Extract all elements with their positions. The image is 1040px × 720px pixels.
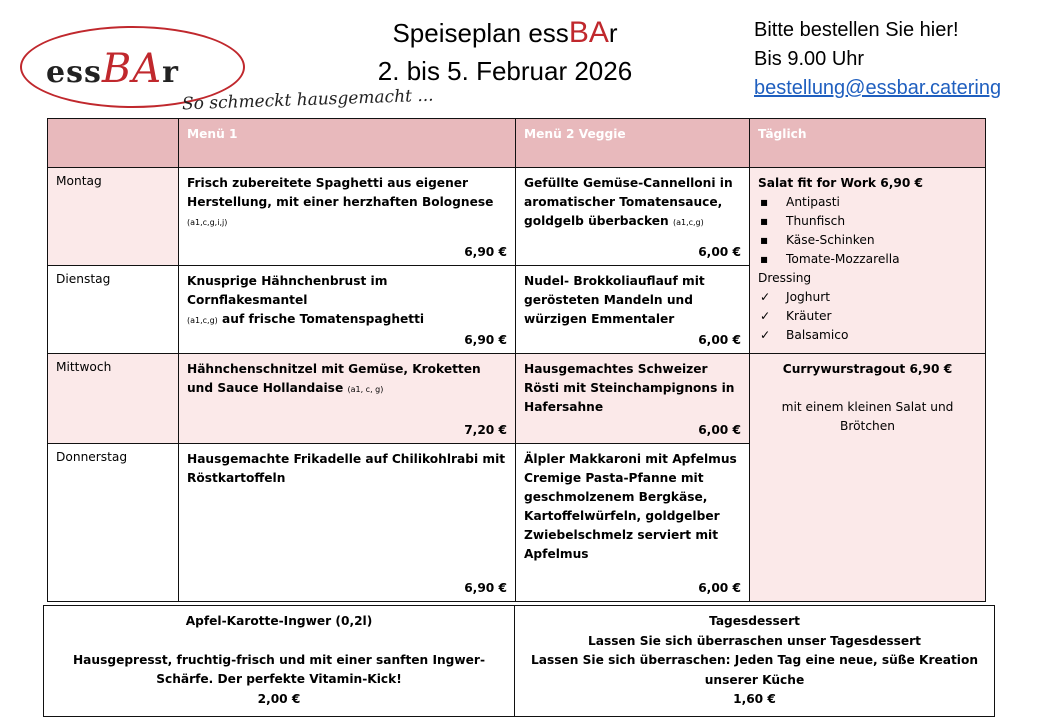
header-daily: Täglich: [750, 119, 986, 168]
allergen-info: (a1,c,g): [187, 316, 218, 325]
salad-item: ▪ Thunfisch: [758, 212, 977, 231]
page-title: [330, 14, 680, 90]
dressing-list: [758, 288, 977, 345]
dish-text: Knusprige Hähnchenbrust im Cornflakesmantel: [187, 274, 388, 307]
square-bullet-icon: ▪: [760, 195, 769, 209]
checkmark-icon: ✓: [760, 309, 771, 323]
dessert-cell: [515, 606, 995, 717]
salad-title: Salat fit for Work 6,90 €: [758, 176, 924, 190]
day-label: Donnerstag: [48, 444, 179, 602]
dish-text: Hähnchenschnitzel mit Gemüse, Kroketten und Sauce Hollandaise: [187, 362, 481, 395]
dish-text: Hausgemachte Frikadelle auf Chilikohlrabi mit Röstkartoffeln: [187, 452, 506, 485]
menu2-dienstag: [516, 266, 750, 354]
salad-list: [758, 193, 977, 269]
menu1-donnerstag: [179, 444, 516, 602]
logo-part-ess: ess: [46, 55, 102, 90]
header-row: [48, 119, 986, 168]
salad-item: ▪ Antipasti: [758, 193, 977, 212]
dessert-line-2: Lassen Sie sich überraschen: Jeden Tag eine neue, süße Kreation unserer Küche: [530, 653, 979, 687]
logo-wordmark: [46, 46, 179, 92]
logo-part-ba: BA: [101, 46, 163, 92]
menu2-donnerstag: [516, 444, 750, 602]
menu1-mittwoch: [179, 354, 516, 444]
title-suffix: r: [608, 18, 618, 48]
day-label: Dienstag: [48, 266, 179, 354]
dessert-price: 1,60 €: [733, 692, 776, 706]
dressing-item: ✓ Balsamico: [758, 326, 977, 345]
price: 6,00 €: [698, 245, 741, 259]
price: 7,20 €: [464, 423, 507, 437]
order-info: [754, 16, 1001, 103]
drink-price: 2,00 €: [257, 691, 301, 706]
curry-block: [758, 360, 977, 436]
title-prefix: Speiseplan ess: [392, 18, 569, 48]
curry-desc: mit einem kleinen Salat und Brötchen: [781, 400, 954, 433]
dish-text: Gefüllte Gemüse-Cannelloni in aromatischer Tomatensauce, goldgelb überbacken: [524, 176, 733, 228]
daily-curry-cell: [750, 354, 986, 602]
menu2-montag: [516, 168, 750, 266]
allergen-info: (a1,c,g): [672, 218, 704, 227]
drink-title: Apfel-Karotte-Ingwer (0,2l): [185, 614, 373, 628]
date-range: 2. bis 5. Februar 2026: [377, 56, 633, 86]
checkmark-icon: ✓: [760, 328, 771, 342]
order-deadline: Bis 9.00 Uhr: [754, 48, 865, 70]
checkmark-icon: ✓: [760, 290, 771, 304]
dessert-line-1: Lassen Sie sich überraschen unser Tagesdessert: [588, 633, 921, 648]
price: 6,00 €: [698, 333, 741, 347]
salad-item: ▪ Tomate-Mozzarella: [758, 250, 977, 269]
menu1-montag: [179, 168, 516, 266]
title-line: [330, 14, 680, 52]
allergen-info: (a1, c, g): [347, 385, 384, 394]
header-day: [48, 119, 179, 168]
dressing-item: ✓ Kräuter: [758, 307, 977, 326]
menu-table: [47, 118, 986, 602]
dish-text: Frisch zubereitete Spaghetti aus eigener Herstellung, mit einer herzhaften Bolognese: [187, 176, 494, 209]
drink-cell: [44, 606, 515, 717]
price: 6,90 €: [464, 245, 507, 259]
price: 6,90 €: [464, 333, 507, 347]
header-menu-2: Menü 2 Veggie: [516, 119, 750, 168]
daily-salad-cell: [750, 168, 986, 354]
header-menu-1: Menü 1: [179, 119, 516, 168]
dressing-label: Dressing: [758, 271, 812, 285]
dish-text: Älpler Makkaroni mit Apfelmus Cremige Pasta-Pfanne mit geschmolzenem Bergkäse, Kartoffelwürfeln, goldgelber Zwiebelschmelz serviert mit Apfelmus: [524, 452, 737, 561]
price: 6,00 €: [698, 581, 741, 595]
extras-row: [44, 606, 995, 717]
drink-desc: Hausgepresst, fruchtig-frisch und mit einer sanften Ingwer-Schärfe. Der perfekte Vitamin-Kick!: [72, 652, 486, 686]
row-montag: [48, 168, 986, 266]
dish-text-cont: auf frische Tomatenspaghetti: [222, 312, 425, 326]
order-email-link[interactable]: bestellung@essbar.catering: [754, 77, 1002, 99]
price: 6,90 €: [464, 581, 507, 595]
day-label: Montag: [48, 168, 179, 266]
square-bullet-icon: ▪: [760, 252, 769, 266]
dressing-item: ✓ Joghurt: [758, 288, 977, 307]
allergen-info: (a1,c,g,i,j): [187, 218, 228, 227]
row-mittwoch: [48, 354, 986, 444]
menu2-mittwoch: [516, 354, 750, 444]
logo-slogan: So schmeckt hausgemacht ...: [181, 85, 434, 115]
extras-table: [43, 605, 995, 717]
square-bullet-icon: ▪: [760, 233, 769, 247]
dish-text: Nudel- Brokkoliauflauf mit gerösteten Mandeln und würzigen Emmentaler: [524, 274, 705, 326]
day-label: Mittwoch: [48, 354, 179, 444]
logo-part-r: r: [162, 55, 179, 90]
dessert-title: Tagesdessert: [709, 614, 800, 628]
square-bullet-icon: ▪: [760, 214, 769, 228]
menu1-dienstag: [179, 266, 516, 354]
curry-title: Currywurstragout 6,90 €: [782, 362, 953, 376]
order-line-1: Bitte bestellen Sie hier!: [754, 19, 959, 41]
salad-item: ▪ Käse-Schinken: [758, 231, 977, 250]
title-highlight: BA: [568, 16, 609, 49]
price: 6,00 €: [698, 423, 741, 437]
dish-text: Hausgemachtes Schweizer Rösti mit Steinchampignons in Hafersahne: [524, 362, 735, 414]
